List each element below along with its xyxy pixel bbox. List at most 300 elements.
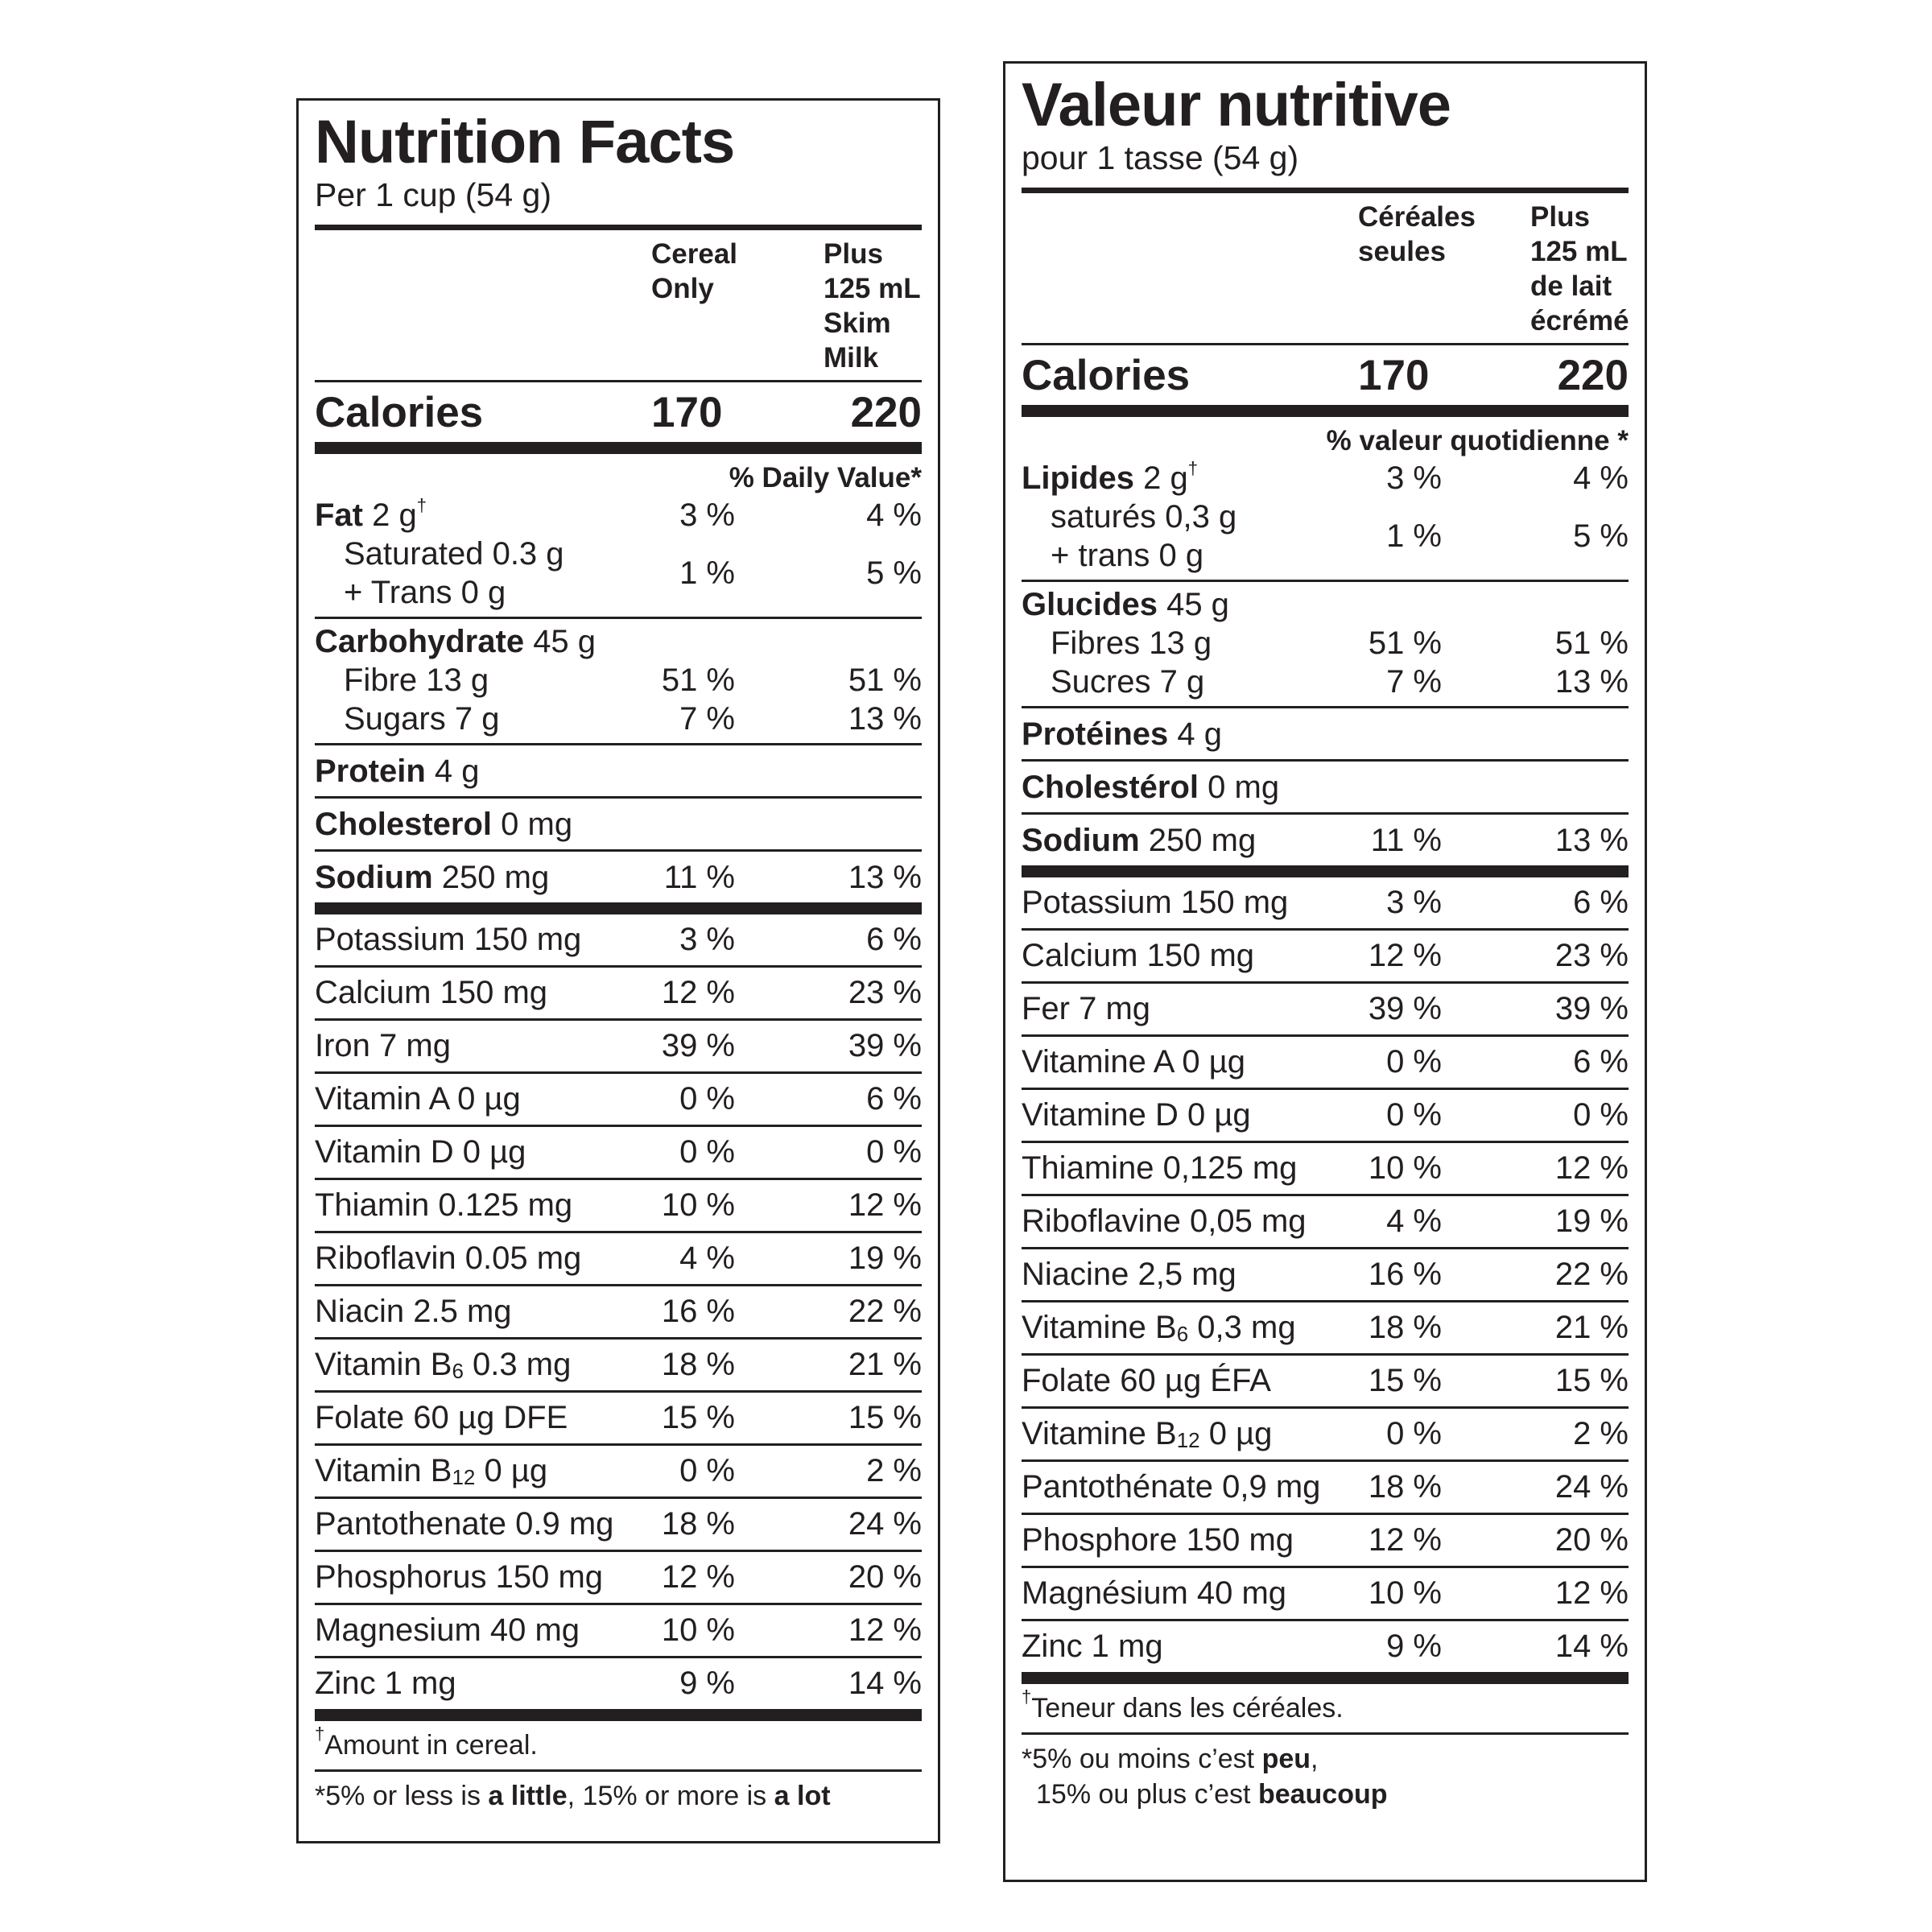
nutrient-name: [315, 1134, 638, 1171]
footnote-line-2: [1022, 1777, 1629, 1812]
nutrient-name: [1022, 991, 1345, 1028]
nutrient-name: [1022, 585, 1629, 624]
footnote-text: ,: [1311, 1744, 1319, 1774]
nutrient-name: [315, 752, 922, 791]
footnote-line: [1022, 1741, 1629, 1777]
nutrition-facts-panel-english: [296, 98, 940, 1843]
dv-cereal-only: 7 %: [679, 701, 735, 737]
nutrient-label: Cholesterol: [315, 806, 493, 842]
nutrient-name: [315, 1506, 638, 1543]
nutrient-label: Sodium: [315, 859, 433, 895]
dv-with-milk: 14 %: [848, 1666, 922, 1701]
vitamin-mineral-row: [1022, 1619, 1629, 1672]
nutrient-name: [1022, 885, 1345, 922]
nutrient-name: [1022, 1203, 1345, 1241]
calories-cereal-only: 170: [1358, 351, 1430, 399]
nutrient-name: [315, 975, 638, 1012]
dv-cereal-only: 7 %: [1386, 664, 1442, 700]
nutrient-subscript: 6: [1176, 1321, 1189, 1346]
panel-title: Valeur nutritive: [1022, 71, 1451, 139]
serving-size: pour 1 tasse (54 g): [1022, 139, 1299, 176]
dv-cereal-only: 11 %: [663, 859, 735, 895]
sugars-row: [1022, 663, 1629, 706]
dv-cereal-only: 10 %: [1368, 1150, 1442, 1186]
nutrient-amount: 0,3 mg: [1188, 1309, 1296, 1345]
nutrient-label: Vitamin D 0 µg: [315, 1133, 526, 1170]
vitamin-mineral-row: [1022, 1513, 1629, 1566]
nutrient-name: [315, 858, 638, 897]
nutrient-name: [315, 1187, 638, 1224]
vitamin-mineral-row: [1022, 1353, 1629, 1406]
nutrient-name: [1022, 1310, 1345, 1347]
nutrient-name: [315, 496, 638, 535]
dv-cereal-only: 0 %: [679, 1081, 735, 1117]
cholesterol-row: [1022, 762, 1629, 812]
saturated-trans-row: [315, 535, 922, 617]
dv-cereal-only: 12 %: [661, 1559, 735, 1595]
nutrient-name: [1022, 938, 1345, 975]
nutrient-label: Protein: [315, 753, 426, 789]
nutrient-label: Carbohydrate: [315, 624, 525, 659]
vitamins-minerals-list: [315, 914, 922, 1709]
nutrition-facts-panel-french: [1003, 61, 1647, 1882]
nutrient-label: Glucides: [1022, 587, 1158, 622]
column-header-line: Only: [651, 273, 714, 304]
dv-cereal-only: 0 %: [679, 1453, 735, 1488]
nutrient-name: [1022, 1629, 1345, 1666]
vitamin-mineral-row: [1022, 1300, 1629, 1353]
nutrient-name: Sugars 7 g: [344, 701, 500, 737]
dv-cereal-only: 39 %: [1368, 991, 1442, 1026]
dv-with-milk: 19 %: [848, 1241, 922, 1276]
nutrient-name: [1022, 497, 1345, 575]
nutrient-amount: 4 g: [434, 753, 480, 789]
trans-label: + trans 0 g: [1051, 538, 1204, 573]
vitamin-mineral-row: [1022, 1194, 1629, 1247]
dv-with-milk: 39 %: [1554, 991, 1629, 1026]
dv-with-milk: 13 %: [848, 701, 922, 737]
footnote-text: Teneur dans les céréales.: [1031, 1693, 1344, 1724]
dv-cereal-only: 0 %: [679, 1134, 735, 1170]
nutrient-name: [315, 1453, 638, 1490]
divider-thick: [1022, 188, 1629, 193]
nutrient-amount: 0 mg: [501, 806, 573, 842]
nutrient-label: Thiamine 0,125 mg: [1022, 1150, 1298, 1186]
nutrient-name: Fibre 13 g: [344, 663, 489, 698]
nutrient-name: Fibres 13 g: [1051, 625, 1212, 661]
nutrient-name: [1022, 1150, 1345, 1187]
footnote-text: , 15% or more is: [567, 1781, 774, 1811]
nutrient-name: [315, 1081, 638, 1118]
divider-heavy: [1022, 1672, 1629, 1684]
nutrient-label: Zinc 1 mg: [1022, 1628, 1163, 1664]
dv-cereal-only: 18 %: [661, 1506, 735, 1542]
dv-cereal-only: 18 %: [1368, 1469, 1442, 1505]
column-header-cereal-only: [1358, 200, 1530, 343]
nutrient-label: Vitamine D 0 µg: [1022, 1096, 1251, 1133]
dv-with-milk: 2 %: [866, 1453, 922, 1488]
cholesterol-row: [315, 799, 922, 849]
nutrient-label: Calcium 150 mg: [315, 974, 548, 1010]
dv-with-milk: 20 %: [848, 1559, 922, 1595]
dv-cereal-only: 3 %: [1386, 885, 1442, 920]
protein-row: [1022, 708, 1629, 759]
dv-with-milk: 24 %: [1554, 1469, 1629, 1505]
dv-with-milk: 23 %: [1554, 938, 1629, 973]
vitamin-mineral-row: [315, 1337, 922, 1390]
nutrient-label: Iron 7 mg: [315, 1027, 451, 1063]
nutrient-name: [1022, 1416, 1345, 1453]
dv-cereal-only: 12 %: [1368, 938, 1442, 973]
nutrient-name: [1022, 1097, 1345, 1134]
nutrient-name: [1022, 1044, 1345, 1081]
footnote-text: 15% ou plus c’est: [1036, 1779, 1258, 1810]
nutrient-name: [1022, 1363, 1345, 1400]
nutrient-label: Magnésium 40 mg: [1022, 1575, 1287, 1611]
nutrient-name: [315, 1241, 638, 1278]
column-header-line: Milk: [824, 342, 879, 374]
nutrient-label: Vitamine A 0 µg: [1022, 1043, 1246, 1080]
dv-with-milk: 22 %: [848, 1294, 922, 1329]
nutrient-label: Niacine 2,5 mg: [1022, 1256, 1236, 1292]
nutrient-label: Riboflavine 0,05 mg: [1022, 1203, 1307, 1239]
column-headers: [1022, 193, 1629, 343]
nutrient-label: Sodium: [1022, 822, 1140, 858]
nutrient-label: Zinc 1 mg: [315, 1665, 456, 1701]
nutrient-name: [315, 922, 638, 959]
dv-cereal-only: 39 %: [661, 1028, 735, 1063]
nutrient-label: Vitamin A 0 µg: [315, 1080, 521, 1117]
vitamin-mineral-row: [1022, 1459, 1629, 1513]
sodium-row: [1022, 815, 1629, 865]
nutrient-label: Potassium 150 mg: [1022, 884, 1289, 920]
dv-cereal-only: 0 %: [1386, 1044, 1442, 1080]
dv-with-milk: 13 %: [1554, 664, 1629, 700]
nutrient-label: Pantothenate 0.9 mg: [315, 1505, 614, 1542]
dv-cereal-only: 3 %: [1386, 460, 1442, 496]
calories-row: [1022, 345, 1629, 405]
vitamin-mineral-row: [315, 1496, 922, 1550]
panel-content: [315, 101, 922, 1820]
nutrient-name: [1022, 1522, 1345, 1559]
column-header-line: écrémé: [1530, 305, 1629, 336]
footnote-daily-value: [315, 1772, 922, 1820]
dv-cereal-only: 16 %: [1368, 1257, 1442, 1292]
dv-cereal-only: 9 %: [679, 1666, 735, 1701]
nutrient-name: [315, 805, 922, 844]
saturated-label: saturés 0,3 g: [1051, 499, 1237, 535]
saturated-trans-row: [1022, 497, 1629, 580]
daily-value-header: % valeur quotidienne *: [1326, 425, 1629, 456]
column-headers: [315, 230, 922, 380]
nutrient-name: [315, 1612, 638, 1649]
nutrient-name: [1022, 1257, 1345, 1294]
nutrient-label: Fer 7 mg: [1022, 990, 1151, 1026]
nutrient-label: Vitamin B: [315, 1452, 452, 1488]
dv-with-milk: 12 %: [848, 1612, 922, 1648]
nutrient-name: [1022, 715, 1629, 753]
nutrient-label: Potassium 150 mg: [315, 921, 582, 957]
nutrient-name: [1022, 821, 1345, 860]
dv-with-milk: 39 %: [848, 1028, 922, 1063]
dv-with-milk: 4 %: [1573, 460, 1629, 496]
nutrient-amount: 45 g: [533, 624, 597, 659]
divider-heavy: [1022, 405, 1629, 417]
dv-with-milk: 23 %: [848, 975, 922, 1010]
vitamin-mineral-row: [1022, 1141, 1629, 1194]
vitamin-mineral-row: [315, 1231, 922, 1284]
nutrient-amount: 2 g: [372, 497, 417, 533]
nutrient-name: Sucres 7 g: [1051, 664, 1205, 700]
divider-thick: [315, 225, 922, 230]
footnote-bold: beaucoup: [1257, 1779, 1388, 1810]
panel-content: [1022, 64, 1629, 1818]
column-header-line: de lait: [1530, 270, 1612, 302]
dv-cereal-only: 4 %: [1386, 1203, 1442, 1239]
dv-cereal-only: 10 %: [1368, 1575, 1442, 1611]
vitamin-mineral-row: [1022, 1406, 1629, 1459]
dv-with-milk: 6 %: [1573, 885, 1629, 920]
nutrient-label: Pantothénate 0,9 mg: [1022, 1468, 1321, 1505]
nutrient-label: Thiamin 0.125 mg: [315, 1187, 573, 1223]
nutrient-name: [315, 1294, 638, 1331]
footnote-bold: a lot: [774, 1781, 831, 1811]
column-header-spacer: [1022, 200, 1358, 343]
footnote-text: *5% or less is: [315, 1781, 489, 1811]
vitamin-mineral-row: [1022, 1247, 1629, 1300]
nutrient-name: [315, 1028, 638, 1065]
dv-cereal-only: 18 %: [661, 1347, 735, 1382]
nutrient-label: Vitamin B: [315, 1346, 452, 1382]
vitamin-mineral-row: [315, 1284, 922, 1337]
protein-row: [315, 745, 922, 796]
dv-with-milk: 15 %: [848, 1400, 922, 1435]
nutrient-label: Phosphorus 150 mg: [315, 1558, 604, 1595]
divider-heavy: [315, 902, 922, 914]
footnote-bold: peu: [1261, 1744, 1311, 1774]
nutrient-label: Vitamine B: [1022, 1309, 1177, 1345]
dv-with-milk: 21 %: [1554, 1310, 1629, 1345]
calories-with-milk: 220: [1557, 351, 1629, 399]
nutrient-label: Magnesium 40 mg: [315, 1612, 580, 1648]
nutrient-label: Lipides: [1022, 460, 1135, 496]
nutrient-label: Niacin 2.5 mg: [315, 1293, 512, 1329]
nutrient-name: [315, 1559, 638, 1596]
nutrient-name: [315, 535, 638, 612]
dv-with-milk: 22 %: [1554, 1257, 1629, 1292]
nutrient-amount: 250 mg: [441, 859, 550, 895]
dv-cereal-only: 11 %: [1370, 822, 1442, 858]
vitamin-mineral-row: [315, 1603, 922, 1656]
column-header-line: Plus: [1530, 201, 1590, 233]
divider-heavy: [315, 442, 922, 454]
vitamin-mineral-row: [1022, 1034, 1629, 1088]
dv-cereal-only: 12 %: [661, 975, 735, 1010]
nutrient-name: [315, 1400, 638, 1437]
column-header-line: Céréales: [1358, 201, 1476, 233]
dv-cereal-only: 15 %: [1368, 1363, 1442, 1398]
dv-cereal-only: 15 %: [661, 1400, 735, 1435]
sugars-row: [315, 700, 922, 743]
dv-cereal-only: 1 %: [679, 555, 735, 591]
vitamin-mineral-row: [315, 1390, 922, 1443]
dv-with-milk: 20 %: [1554, 1522, 1629, 1558]
dv-with-milk: 6 %: [866, 1081, 922, 1117]
dv-cereal-only: 0 %: [1386, 1097, 1442, 1133]
footnote-text: Amount in cereal.: [324, 1730, 538, 1761]
nutrient-name: [315, 622, 922, 661]
vitamin-mineral-row: [315, 965, 922, 1018]
dv-with-milk: 12 %: [848, 1187, 922, 1223]
nutrient-label: Calcium 150 mg: [1022, 937, 1255, 973]
fibre-row: [1022, 624, 1629, 663]
footnote-dagger: [315, 1721, 922, 1769]
footnote-bold: a little: [488, 1781, 568, 1811]
calories-label: Calories: [315, 388, 484, 436]
dv-with-milk: 15 %: [1554, 1363, 1629, 1398]
footnote-daily-value: [1022, 1735, 1629, 1818]
nutrient-label: Riboflavin 0.05 mg: [315, 1240, 582, 1276]
dv-with-milk: 2 %: [1573, 1416, 1629, 1451]
nutrient-amount: 0 mg: [1208, 769, 1280, 805]
dv-with-milk: 6 %: [866, 922, 922, 957]
nutrient-name: [1022, 768, 1629, 807]
calories-row: [315, 382, 922, 442]
vitamin-mineral-row: [1022, 928, 1629, 981]
dv-with-milk: 12 %: [1554, 1575, 1629, 1611]
dv-cereal-only: 51 %: [1368, 625, 1442, 661]
nutrient-label: Fat: [315, 497, 363, 533]
nutrient-amount: 0.3 mg: [463, 1346, 572, 1382]
nutrient-amount: 250 mg: [1148, 822, 1257, 858]
vitamin-mineral-row: [315, 1443, 922, 1496]
dv-cereal-only: 1 %: [1386, 518, 1442, 554]
vitamin-mineral-row: [1022, 981, 1629, 1034]
daily-value-header: % Daily Value*: [729, 462, 922, 493]
dagger-mark: †: [1187, 458, 1199, 478]
calories-cereal-only: 170: [651, 388, 723, 436]
nutrient-label: Phosphore 150 mg: [1022, 1521, 1294, 1558]
dv-with-milk: 51 %: [848, 663, 922, 698]
vitamin-mineral-row: [315, 1018, 922, 1071]
vitamin-mineral-row: [1022, 1088, 1629, 1141]
vitamin-mineral-row: [315, 914, 922, 965]
footnote-dagger: [1022, 1684, 1629, 1732]
dv-cereal-only: 10 %: [661, 1612, 735, 1648]
trans-label: + Trans 0 g: [344, 575, 506, 610]
dv-cereal-only: 3 %: [679, 497, 735, 533]
nutrient-amount: 45 g: [1166, 587, 1229, 622]
vitamins-minerals-list: [1022, 877, 1629, 1672]
dagger-mark: †: [416, 495, 427, 515]
footnote-text: *5% ou moins c’est: [1022, 1744, 1262, 1774]
fibre-row: [315, 661, 922, 700]
column-header-line: Skim: [824, 308, 891, 339]
nutrient-label: Folate 60 µg DFE: [315, 1399, 568, 1435]
dv-with-milk: 14 %: [1554, 1629, 1629, 1664]
vitamin-mineral-row: [1022, 1566, 1629, 1619]
dv-with-milk: 6 %: [1573, 1044, 1629, 1080]
serving-size: Per 1 cup (54 g): [315, 176, 551, 213]
dv-with-milk: 0 %: [866, 1134, 922, 1170]
nutrient-amount: 2 g: [1143, 460, 1188, 496]
vitamin-mineral-row: [315, 1071, 922, 1125]
dv-with-milk: 0 %: [1573, 1097, 1629, 1133]
column-header-line: 125 mL: [824, 273, 921, 304]
carbohydrate-row: [315, 619, 922, 661]
dv-cereal-only: 18 %: [1368, 1310, 1442, 1345]
nutrient-amount: 0 µg: [475, 1452, 548, 1488]
dv-cereal-only: 10 %: [661, 1187, 735, 1223]
divider-heavy: [315, 1709, 922, 1721]
nutrient-subscript: 12: [1176, 1427, 1200, 1452]
nutrient-name: [1022, 1469, 1345, 1506]
vitamin-mineral-row: [315, 1550, 922, 1603]
dv-cereal-only: 0 %: [1386, 1416, 1442, 1451]
dagger-mark: †: [1022, 1686, 1032, 1707]
dagger-mark: †: [315, 1724, 325, 1744]
saturated-label: Saturated 0.3 g: [344, 536, 564, 572]
fat-row: [1022, 459, 1629, 497]
dv-with-milk: 24 %: [848, 1506, 922, 1542]
dv-with-milk: 12 %: [1554, 1150, 1629, 1186]
column-header-line: Cereal: [651, 238, 738, 270]
divider-heavy: [1022, 865, 1629, 877]
vitamin-mineral-row: [315, 1125, 922, 1178]
nutrient-name: [315, 1347, 638, 1384]
dv-with-milk: 13 %: [848, 859, 922, 895]
dv-with-milk: 5 %: [866, 555, 922, 591]
nutrient-amount: 0 µg: [1199, 1415, 1273, 1451]
vitamin-mineral-row: [315, 1656, 922, 1709]
dv-cereal-only: 12 %: [1368, 1522, 1442, 1558]
vitamin-mineral-row: [1022, 877, 1629, 928]
dv-cereal-only: 51 %: [661, 663, 735, 698]
dv-cereal-only: 4 %: [679, 1241, 735, 1276]
carbohydrate-row: [1022, 582, 1629, 624]
column-header-cereal-only: [651, 237, 824, 380]
sodium-row: [315, 852, 922, 902]
column-header-with-milk: [824, 237, 922, 380]
panel-title: Nutrition Facts: [315, 108, 735, 176]
nutrient-label: Cholestérol: [1022, 769, 1199, 805]
nutrient-label: Protéines: [1022, 716, 1169, 752]
dv-with-milk: 51 %: [1554, 625, 1629, 661]
footnote-line: [315, 1778, 922, 1814]
nutrient-label: Vitamine B: [1022, 1415, 1177, 1451]
nutrient-subscript: 6: [452, 1358, 464, 1383]
nutrient-name: [1022, 459, 1345, 497]
nutrient-name: [315, 1666, 638, 1703]
dv-cereal-only: 16 %: [661, 1294, 735, 1329]
dv-with-milk: 4 %: [866, 497, 922, 533]
nutrient-label: Folate 60 µg ÉFA: [1022, 1362, 1271, 1398]
fat-row: [315, 496, 922, 535]
calories-label: Calories: [1022, 351, 1191, 399]
dv-with-milk: 13 %: [1554, 822, 1629, 858]
dv-with-milk: 5 %: [1573, 518, 1629, 554]
column-header-with-milk: [1530, 200, 1629, 343]
nutrient-name: [1022, 1575, 1345, 1612]
vitamin-mineral-row: [315, 1178, 922, 1231]
dv-cereal-only: 9 %: [1386, 1629, 1442, 1664]
dv-cereal-only: 3 %: [679, 922, 735, 957]
column-header-line: 125 mL: [1530, 236, 1628, 267]
calories-with-milk: 220: [850, 388, 922, 436]
column-header-line: Plus: [824, 238, 883, 270]
nutrient-amount: 4 g: [1177, 716, 1223, 752]
dv-with-milk: 21 %: [848, 1347, 922, 1382]
